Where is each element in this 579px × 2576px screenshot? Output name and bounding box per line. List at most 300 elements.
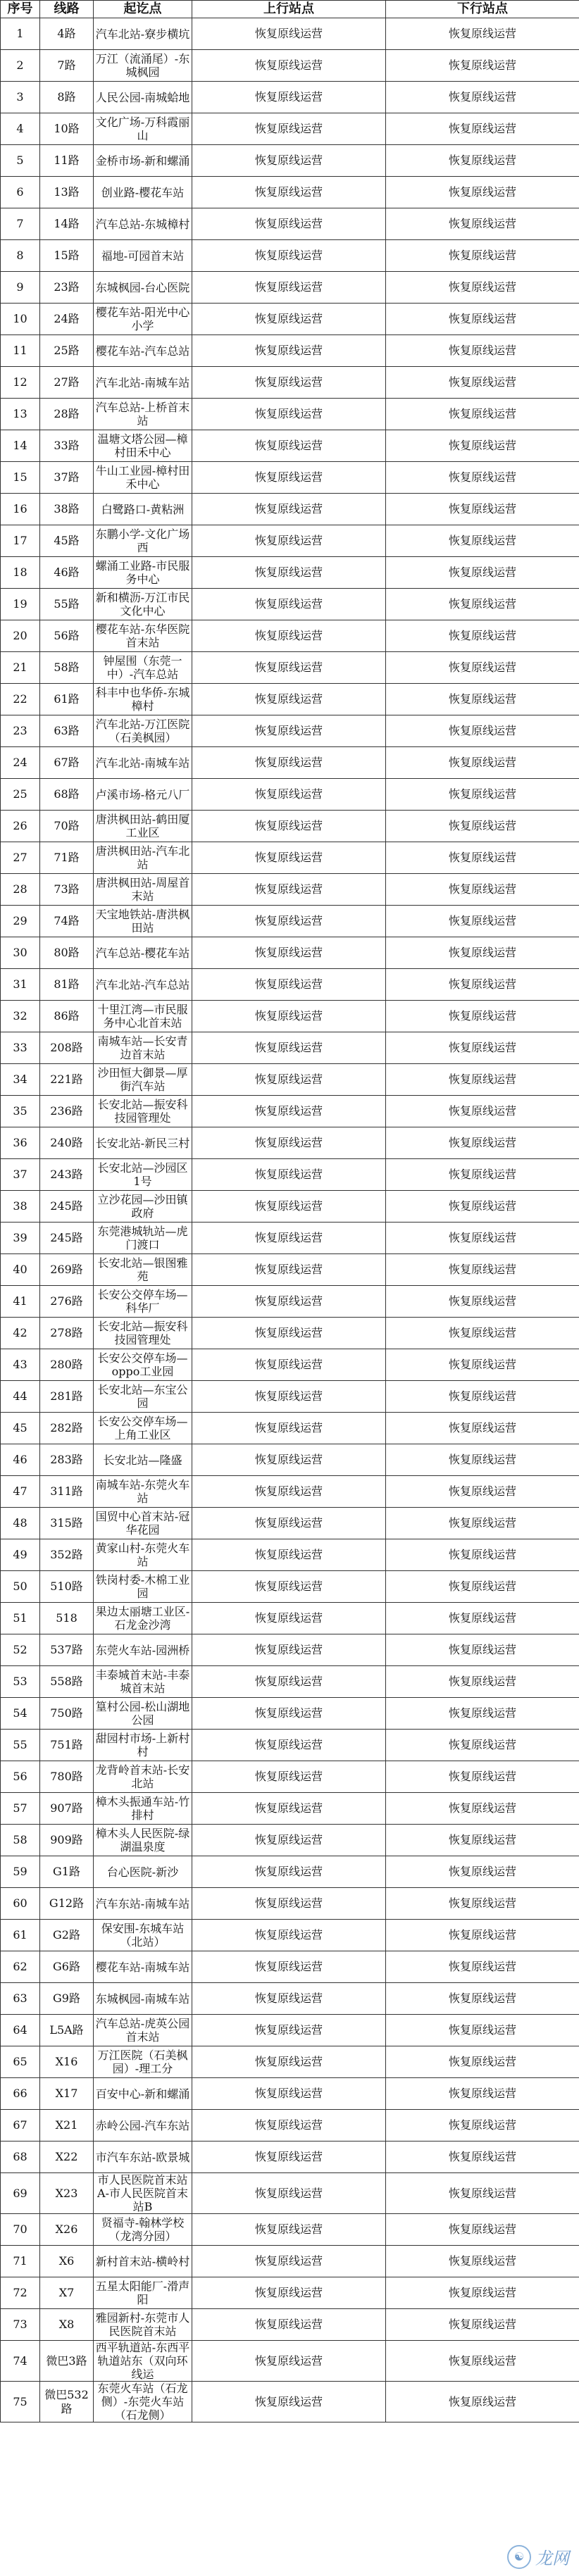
route-endpoints: 贤福寺-翰林学校（龙湾分园）: [94, 2214, 192, 2246]
up-stops: 恢复原线运营: [192, 969, 386, 1001]
table-row: [1, 906, 579, 937]
table-row: [1, 82, 579, 113]
route-endpoints: 龙背岭首末站-长安北站: [94, 1761, 192, 1793]
table-row: [1, 462, 579, 494]
down-stops: 恢复原线运营: [386, 589, 579, 620]
row-index: 74: [1, 2341, 40, 2382]
down-stops: 恢复原线运营: [386, 1920, 579, 1951]
up-stops: 恢复原线运营: [192, 2046, 386, 2078]
route-number: 27路: [40, 367, 94, 399]
table-row: [1, 2214, 579, 2246]
row-index: 72: [1, 2277, 40, 2309]
up-stops: 恢复原线运营: [192, 747, 386, 779]
route-endpoints: 雅园新村-东莞市人民医院首末站: [94, 2309, 192, 2341]
dragon-logo-icon: ☯: [507, 2545, 531, 2569]
table-row: [1, 779, 579, 811]
route-number: 909路: [40, 1825, 94, 1856]
down-stops: 恢复原线运营: [386, 1698, 579, 1730]
route-endpoints: 黄家山村-东莞火车站: [94, 1539, 192, 1571]
route-number: X21: [40, 2110, 94, 2142]
route-endpoints: 樱花车站-阳光中心小学: [94, 304, 192, 335]
route-endpoints: 东城枫园-南城车站: [94, 1983, 192, 2015]
table-row: [1, 1159, 579, 1191]
table-row: [1, 1508, 579, 1539]
table-row: [1, 208, 579, 240]
route-number: 80路: [40, 937, 94, 969]
route-number: G12路: [40, 1888, 94, 1920]
row-index: 58: [1, 1825, 40, 1856]
table-row: [1, 1856, 579, 1888]
down-stops: 恢复原线运营: [386, 2382, 579, 2422]
row-index: 55: [1, 1730, 40, 1761]
route-number: 15路: [40, 240, 94, 272]
up-stops: 恢复原线运营: [192, 1793, 386, 1825]
route-number: 282路: [40, 1413, 94, 1444]
route-endpoints: 万江（流涌尾）-东城枫园: [94, 50, 192, 82]
row-index: 49: [1, 1539, 40, 1571]
route-number: 24路: [40, 304, 94, 335]
up-stops: 恢复原线运营: [192, 335, 386, 367]
up-stops: 恢复原线运营: [192, 1223, 386, 1254]
route-number: 61路: [40, 684, 94, 715]
down-stops: 恢复原线运营: [386, 2341, 579, 2382]
route-number: 278路: [40, 1318, 94, 1349]
down-stops: 恢复原线运营: [386, 1096, 579, 1127]
row-index: 10: [1, 304, 40, 335]
up-stops: 恢复原线运营: [192, 208, 386, 240]
route-number: 71路: [40, 842, 94, 874]
route-number: L5A路: [40, 2015, 94, 2046]
table-row: [1, 1191, 579, 1223]
route-endpoints: 人民公园-南城蛤地: [94, 82, 192, 113]
route-endpoints: 新村首末站-横岭村: [94, 2246, 192, 2277]
row-index: 7: [1, 208, 40, 240]
up-stops: 恢复原线运营: [192, 1349, 386, 1381]
route-number: 283路: [40, 1444, 94, 1476]
down-stops: 恢复原线运营: [386, 240, 579, 272]
table-row: [1, 1413, 579, 1444]
route-number: 28路: [40, 399, 94, 430]
route-endpoints: 十里江湾—市民服务中心北首末站: [94, 1001, 192, 1032]
up-stops: 恢复原线运营: [192, 1381, 386, 1413]
down-stops: 恢复原线运营: [386, 1571, 579, 1603]
route-endpoints: 科丰中也华侨-东城樟村: [94, 684, 192, 715]
route-endpoints: 唐洪枫田站-周屋首末站: [94, 874, 192, 906]
up-stops: 恢复原线运营: [192, 1159, 386, 1191]
down-stops: 恢复原线运营: [386, 2142, 579, 2173]
route-number: X16: [40, 2046, 94, 2078]
row-index: 11: [1, 335, 40, 367]
row-index: 54: [1, 1698, 40, 1730]
row-index: 18: [1, 557, 40, 589]
route-endpoints: 樟木头振通车站-竹排村: [94, 1793, 192, 1825]
table-row: [1, 1064, 579, 1096]
down-stops: 恢复原线运营: [386, 2246, 579, 2277]
table-row: [1, 1223, 579, 1254]
route-number: 微巴532路: [40, 2382, 94, 2422]
down-stops: 恢复原线运营: [386, 2309, 579, 2341]
row-index: 13: [1, 399, 40, 430]
down-stops: 恢复原线运营: [386, 969, 579, 1001]
header-route: 线路: [40, 1, 94, 18]
down-stops: 恢复原线运营: [386, 1666, 579, 1698]
down-stops: 恢复原线运营: [386, 177, 579, 208]
row-index: 50: [1, 1571, 40, 1603]
table-header: [1, 1, 579, 18]
route-endpoints: 长安公交停车场—oppo工业园: [94, 1349, 192, 1381]
row-index: 59: [1, 1856, 40, 1888]
up-stops: 恢复原线运营: [192, 1634, 386, 1666]
up-stops: 恢复原线运营: [192, 304, 386, 335]
route-endpoints: 长安北站—振安科技园管理处: [94, 1318, 192, 1349]
down-stops: 恢复原线运营: [386, 684, 579, 715]
down-stops: 恢复原线运营: [386, 525, 579, 557]
down-stops: 恢复原线运营: [386, 1793, 579, 1825]
up-stops: 恢复原线运营: [192, 2309, 386, 2341]
route-number: 13路: [40, 177, 94, 208]
table-row: [1, 1001, 579, 1032]
table-row: [1, 2277, 579, 2309]
table-row: [1, 494, 579, 525]
row-index: 42: [1, 1318, 40, 1349]
table-row: [1, 969, 579, 1001]
table-row: [1, 177, 579, 208]
route-number: 269路: [40, 1254, 94, 1286]
down-stops: 恢复原线运营: [386, 1603, 579, 1634]
table-row: [1, 1096, 579, 1127]
down-stops: 恢复原线运营: [386, 82, 579, 113]
table-row: [1, 240, 579, 272]
route-endpoints: 汽车总站-虎英公园首末站: [94, 2015, 192, 2046]
route-endpoints: 东莞火车站-园洲桥: [94, 1634, 192, 1666]
down-stops: 恢复原线运营: [386, 620, 579, 652]
up-stops: 恢复原线运营: [192, 906, 386, 937]
table-row: [1, 2246, 579, 2277]
row-index: 19: [1, 589, 40, 620]
route-number: 4路: [40, 18, 94, 50]
up-stops: 恢复原线运营: [192, 1920, 386, 1951]
row-index: 41: [1, 1286, 40, 1318]
row-index: 15: [1, 462, 40, 494]
row-index: 46: [1, 1444, 40, 1476]
route-number: 7路: [40, 50, 94, 82]
row-index: 22: [1, 684, 40, 715]
table-row: [1, 1920, 579, 1951]
route-number: 518: [40, 1603, 94, 1634]
table-row: [1, 1539, 579, 1571]
route-number: X26: [40, 2214, 94, 2246]
route-number: 46路: [40, 557, 94, 589]
row-index: 51: [1, 1603, 40, 1634]
header-row: [1, 1, 579, 18]
route-number: 70路: [40, 811, 94, 842]
table-row: [1, 1793, 579, 1825]
down-stops: 恢复原线运营: [386, 2214, 579, 2246]
table-row: [1, 747, 579, 779]
table-row: [1, 557, 579, 589]
route-endpoints: 南城车站—长安青边首末站: [94, 1032, 192, 1064]
table-row: [1, 1349, 579, 1381]
table-row: [1, 2341, 579, 2382]
route-endpoints: 东莞火车站（石龙侧）-东莞火车站（石龙侧）: [94, 2382, 192, 2422]
route-endpoints: 汽车北站-万江医院（石美枫园）: [94, 715, 192, 747]
table-row: [1, 1381, 579, 1413]
up-stops: 恢复原线运营: [192, 430, 386, 462]
route-endpoints: 长安北站—隆盛: [94, 1444, 192, 1476]
row-index: 75: [1, 2382, 40, 2422]
route-number: 56路: [40, 620, 94, 652]
row-index: 5: [1, 145, 40, 177]
up-stops: 恢复原线运营: [192, 1666, 386, 1698]
row-index: 27: [1, 842, 40, 874]
route-endpoints: 保安围-东城车站（北站）: [94, 1920, 192, 1951]
down-stops: 恢复原线运营: [386, 747, 579, 779]
route-endpoints: 甜园村市场-上新村村: [94, 1730, 192, 1761]
down-stops: 恢复原线运营: [386, 1254, 579, 1286]
row-index: 21: [1, 652, 40, 684]
up-stops: 恢复原线运营: [192, 18, 386, 50]
route-endpoints: 汽车总站-樱花车站: [94, 937, 192, 969]
route-endpoints: 台心医院-新沙: [94, 1856, 192, 1888]
table-row: [1, 1698, 579, 1730]
route-number: 352路: [40, 1539, 94, 1571]
table-row: [1, 1571, 579, 1603]
route-number: 276路: [40, 1286, 94, 1318]
row-index: 63: [1, 1983, 40, 2015]
down-stops: 恢复原线运营: [386, 1032, 579, 1064]
table-row: [1, 367, 579, 399]
up-stops: 恢复原线运营: [192, 1508, 386, 1539]
route-endpoints: 汽车总站-东城樟村: [94, 208, 192, 240]
table-row: [1, 1318, 579, 1349]
row-index: 39: [1, 1223, 40, 1254]
table-row: [1, 1730, 579, 1761]
up-stops: 恢复原线运营: [192, 113, 386, 145]
table-row: [1, 2110, 579, 2142]
route-endpoints: 东莞港城轨站—虎门渡口: [94, 1223, 192, 1254]
route-number: X23: [40, 2173, 94, 2214]
down-stops: 恢复原线运营: [386, 652, 579, 684]
header-up-stops: 上行站点: [192, 1, 386, 18]
header-down-stops: 下行站点: [386, 1, 579, 18]
row-index: 23: [1, 715, 40, 747]
down-stops: 恢复原线运营: [386, 1223, 579, 1254]
down-stops: 恢复原线运营: [386, 1825, 579, 1856]
route-number: 68路: [40, 779, 94, 811]
up-stops: 恢复原线运营: [192, 272, 386, 304]
route-number: X17: [40, 2078, 94, 2110]
down-stops: 恢复原线运营: [386, 1159, 579, 1191]
table-row: [1, 2309, 579, 2341]
up-stops: 恢复原线运营: [192, 1761, 386, 1793]
down-stops: 恢复原线运营: [386, 1286, 579, 1318]
route-number: 23路: [40, 272, 94, 304]
up-stops: 恢复原线运营: [192, 1730, 386, 1761]
route-number: 245路: [40, 1223, 94, 1254]
route-endpoints: 长安公交停车场—上角工业区: [94, 1413, 192, 1444]
down-stops: 恢复原线运营: [386, 1539, 579, 1571]
down-stops: 恢复原线运营: [386, 1951, 579, 1983]
route-number: 558路: [40, 1666, 94, 1698]
row-index: 61: [1, 1920, 40, 1951]
route-number: 8路: [40, 82, 94, 113]
up-stops: 恢复原线运营: [192, 2173, 386, 2214]
up-stops: 恢复原线运营: [192, 1286, 386, 1318]
up-stops: 恢复原线运营: [192, 874, 386, 906]
down-stops: 恢复原线运营: [386, 1508, 579, 1539]
up-stops: 恢复原线运营: [192, 1191, 386, 1223]
down-stops: 恢复原线运营: [386, 1413, 579, 1444]
down-stops: 恢复原线运营: [386, 1634, 579, 1666]
row-index: 4: [1, 113, 40, 145]
up-stops: 恢复原线运营: [192, 620, 386, 652]
route-number: 73路: [40, 874, 94, 906]
down-stops: 恢复原线运营: [386, 1191, 579, 1223]
route-endpoints: 铁岗村委-木棉工业园: [94, 1571, 192, 1603]
down-stops: 恢复原线运营: [386, 1064, 579, 1096]
route-endpoints: 唐洪枫田站-鹤田厦工业区: [94, 811, 192, 842]
row-index: 35: [1, 1096, 40, 1127]
table-row: [1, 1476, 579, 1508]
table-row: [1, 652, 579, 684]
route-endpoints: 西平轨道站-东西平轨道站东（双向环线运: [94, 2341, 192, 2382]
down-stops: 恢复原线运营: [386, 367, 579, 399]
route-number: 38路: [40, 494, 94, 525]
table-row: [1, 2046, 579, 2078]
route-endpoints: 东鹏小学-文化广场西: [94, 525, 192, 557]
route-endpoints: 市人民医院首末站A-市人民医院首末站B: [94, 2173, 192, 2214]
route-endpoints: 篁村公园-松山湖地公园: [94, 1698, 192, 1730]
up-stops: 恢复原线运营: [192, 937, 386, 969]
table-row: [1, 2142, 579, 2173]
up-stops: 恢复原线运营: [192, 2110, 386, 2142]
down-stops: 恢复原线运营: [386, 430, 579, 462]
row-index: 29: [1, 906, 40, 937]
route-number: 221路: [40, 1064, 94, 1096]
table-row: [1, 937, 579, 969]
row-index: 37: [1, 1159, 40, 1191]
up-stops: 恢复原线运营: [192, 1983, 386, 2015]
row-index: 12: [1, 367, 40, 399]
down-stops: 恢复原线运营: [386, 1318, 579, 1349]
row-index: 24: [1, 747, 40, 779]
route-endpoints: 市汽车东站-欧景城: [94, 2142, 192, 2173]
route-number: 311路: [40, 1476, 94, 1508]
up-stops: 恢复原线运营: [192, 2078, 386, 2110]
route-endpoints: 长安北站—振安科技园管理处: [94, 1096, 192, 1127]
table-row: [1, 2382, 579, 2422]
row-index: 70: [1, 2214, 40, 2246]
down-stops: 恢复原线运营: [386, 462, 579, 494]
up-stops: 恢复原线运营: [192, 462, 386, 494]
route-number: X8: [40, 2309, 94, 2341]
down-stops: 恢复原线运营: [386, 557, 579, 589]
up-stops: 恢复原线运营: [192, 2142, 386, 2173]
route-endpoints: 东城枫园-台心医院: [94, 272, 192, 304]
table-row: [1, 399, 579, 430]
table-row: [1, 1254, 579, 1286]
route-endpoints: 沙田恒大御景—厚街汽车站: [94, 1064, 192, 1096]
row-index: 2: [1, 50, 40, 82]
route-number: 55路: [40, 589, 94, 620]
row-index: 53: [1, 1666, 40, 1698]
route-number: 243路: [40, 1159, 94, 1191]
row-index: 3: [1, 82, 40, 113]
up-stops: 恢复原线运营: [192, 1476, 386, 1508]
route-endpoints: 赤岭公园-汽车东站: [94, 2110, 192, 2142]
row-index: 67: [1, 2110, 40, 2142]
table-row: [1, 715, 579, 747]
up-stops: 恢复原线运营: [192, 779, 386, 811]
row-index: 25: [1, 779, 40, 811]
row-index: 17: [1, 525, 40, 557]
down-stops: 恢复原线运营: [386, 494, 579, 525]
up-stops: 恢复原线运营: [192, 1825, 386, 1856]
up-stops: 恢复原线运营: [192, 1127, 386, 1159]
row-index: 8: [1, 240, 40, 272]
down-stops: 恢复原线运营: [386, 1983, 579, 2015]
route-number: 63路: [40, 715, 94, 747]
down-stops: 恢复原线运营: [386, 113, 579, 145]
down-stops: 恢复原线运营: [386, 2277, 579, 2309]
row-index: 28: [1, 874, 40, 906]
up-stops: 恢复原线运营: [192, 399, 386, 430]
row-index: 33: [1, 1032, 40, 1064]
route-endpoints: 螺涌工业路-市民服务中心: [94, 557, 192, 589]
route-number: X6: [40, 2246, 94, 2277]
route-endpoints: 天宝地铁站-唐洪枫田站: [94, 906, 192, 937]
up-stops: 恢复原线运营: [192, 494, 386, 525]
route-endpoints: 牛山工业园-樟村田禾中心: [94, 462, 192, 494]
down-stops: 恢复原线运营: [386, 906, 579, 937]
table-row: [1, 113, 579, 145]
row-index: 30: [1, 937, 40, 969]
route-endpoints: 果边太丽塘工业区-石龙金沙湾: [94, 1603, 192, 1634]
up-stops: 恢复原线运营: [192, 1698, 386, 1730]
table-row: [1, 589, 579, 620]
table-row: [1, 1983, 579, 2015]
row-index: 43: [1, 1349, 40, 1381]
up-stops: 恢复原线运营: [192, 1318, 386, 1349]
route-number: 236路: [40, 1096, 94, 1127]
up-stops: 恢复原线运营: [192, 2015, 386, 2046]
table-row: [1, 2078, 579, 2110]
up-stops: 恢复原线运营: [192, 1539, 386, 1571]
down-stops: 恢复原线运营: [386, 50, 579, 82]
route-number: 537路: [40, 1634, 94, 1666]
down-stops: 恢复原线运营: [386, 1730, 579, 1761]
row-index: 66: [1, 2078, 40, 2110]
row-index: 32: [1, 1001, 40, 1032]
up-stops: 恢复原线运营: [192, 177, 386, 208]
up-stops: 恢复原线运营: [192, 842, 386, 874]
route-endpoints: 文化广场-万科霞丽山: [94, 113, 192, 145]
route-endpoints: 长安北站-新民三村: [94, 1127, 192, 1159]
table-row: [1, 1127, 579, 1159]
route-number: 315路: [40, 1508, 94, 1539]
down-stops: 恢复原线运营: [386, 335, 579, 367]
down-stops: 恢复原线运营: [386, 937, 579, 969]
route-endpoints: 唐洪枫田站-汽车北站: [94, 842, 192, 874]
route-number: 37路: [40, 462, 94, 494]
route-endpoints: 创业路-樱花车站: [94, 177, 192, 208]
route-endpoints: 福地-可园首末站: [94, 240, 192, 272]
table-row: [1, 18, 579, 50]
row-index: 65: [1, 2046, 40, 2078]
down-stops: 恢复原线运营: [386, 715, 579, 747]
up-stops: 恢复原线运营: [192, 525, 386, 557]
down-stops: 恢复原线运营: [386, 1349, 579, 1381]
